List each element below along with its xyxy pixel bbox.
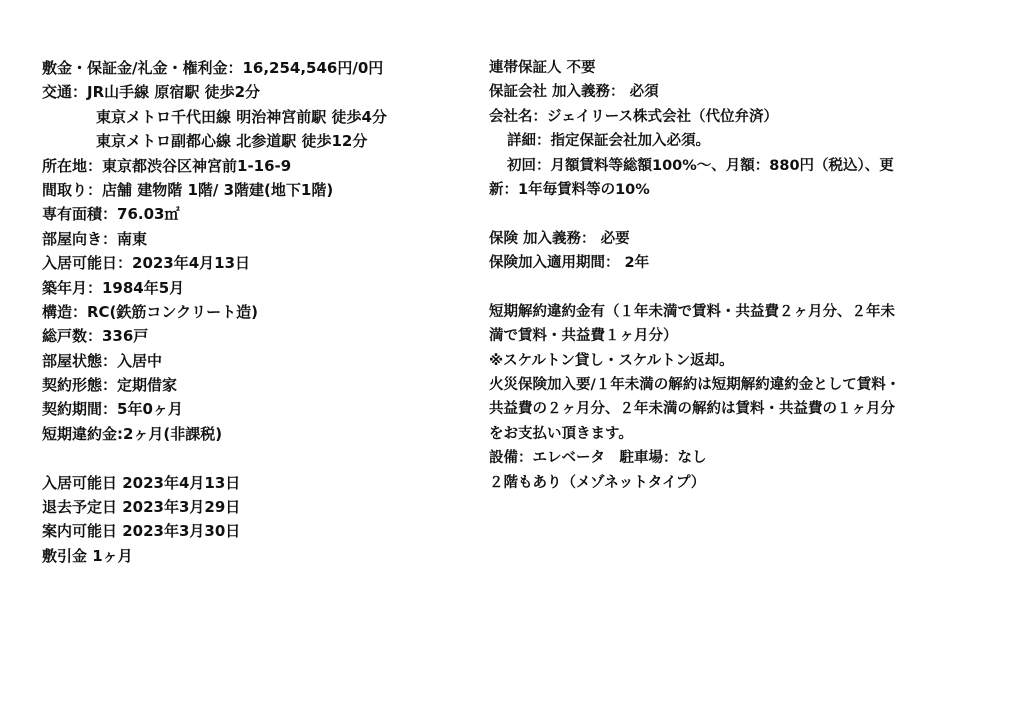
penalty-line: 短期違約金:2ヶ月(非課税) <box>42 424 223 443</box>
room-status-line: 部屋状態：入居中 <box>42 351 163 370</box>
skeleton-line: ※スケルトン貸し・スケルトン返却。 <box>489 352 734 369</box>
insurance-line: 保険 加入義務： 必要 <box>489 230 630 247</box>
built-line: 築年月：1984年5月 <box>42 278 185 297</box>
move-out-date-line: 退去予定日 2023年3月29日 <box>42 498 241 517</box>
contract-period-line: 契約期間：5年0ヶ月 <box>42 400 183 419</box>
contract-type-line: 契約形態：定期借家 <box>42 376 178 395</box>
viewing-date-line: 案内可能日 2023年3月30日 <box>42 522 241 541</box>
location-line: 所在地：東京都渋谷区神宮前1-16-9 <box>42 156 292 175</box>
transport-line-1: 交通：JR山手線 原宿駅 徒歩2分 <box>42 83 261 102</box>
direction-line: 部屋向き：南東 <box>42 229 148 248</box>
left-column <box>42 56 482 568</box>
insurance-period-line: 保険加入適用期間： 2年 <box>489 255 650 272</box>
spacer <box>42 446 482 470</box>
detail-line: 詳細：指定保証会社加入必須。 <box>507 133 710 150</box>
company-name-line: 会社名：ジェイリース株式会社（代位弁済） <box>489 108 778 125</box>
total-units-line: 総戸数：336戸 <box>42 327 149 346</box>
spacer <box>489 202 989 226</box>
cancel-line-1: 短期解約違約金有（１年未満で賃料・共益費２ヶ月分、２年未 <box>489 303 895 320</box>
initial-fee-line: 初回：月額賃料等総額100%～、月額：880円（税込）、更 <box>507 157 894 174</box>
facilities-line: 設備：エレベータ 駐車場：なし <box>489 450 707 467</box>
move-in-date-line-2: 入居可能日 2023年4月13日 <box>42 473 241 492</box>
spacer <box>489 276 989 300</box>
fire-line-2: 共益費の２ヶ月分、２年未満の解約は賃料・共益費の１ヶ月分 <box>489 401 895 418</box>
fire-line-1: 火災保険加入要/１年未満の解約は短期解約違約金として賃料・ <box>489 377 901 394</box>
deposit-line: 敷金・保証金/礼金・権利金：16,254,546円/0円 <box>42 59 384 77</box>
guarantee-company-line: 保証会社 加入義務： 必須 <box>489 84 659 101</box>
renewal-line: 新：1年毎賃料等の10% <box>489 181 650 198</box>
layout-line: 間取り：店舗 建物階 1階/ 3階建(地下1階) <box>42 180 334 199</box>
transport-line-2: 東京メトロ千代田線 明治神宮前駅 徒歩4分 <box>96 107 387 126</box>
area-line: 専有面積：76.03㎡ <box>42 205 180 224</box>
maisonette-line: ２階もあり（メゾネットタイプ） <box>489 474 706 491</box>
cancel-line-2: 満で賃料・共益費１ヶ月分） <box>489 328 678 345</box>
transport-line-3: 東京メトロ副都心線 北参道駅 徒歩12分 <box>96 132 368 151</box>
structure-line: 構造：RC(鉄筋コンクリート造) <box>42 302 258 321</box>
deduction-line: 敷引金 1ヶ月 <box>42 546 133 565</box>
fire-line-3: をお支払い頂きます。 <box>489 425 633 442</box>
move-in-date-line: 入居可能日：2023年4月13日 <box>42 254 251 273</box>
right-column <box>489 56 989 495</box>
guarantor-line: 連帯保証人 不要 <box>489 60 596 76</box>
